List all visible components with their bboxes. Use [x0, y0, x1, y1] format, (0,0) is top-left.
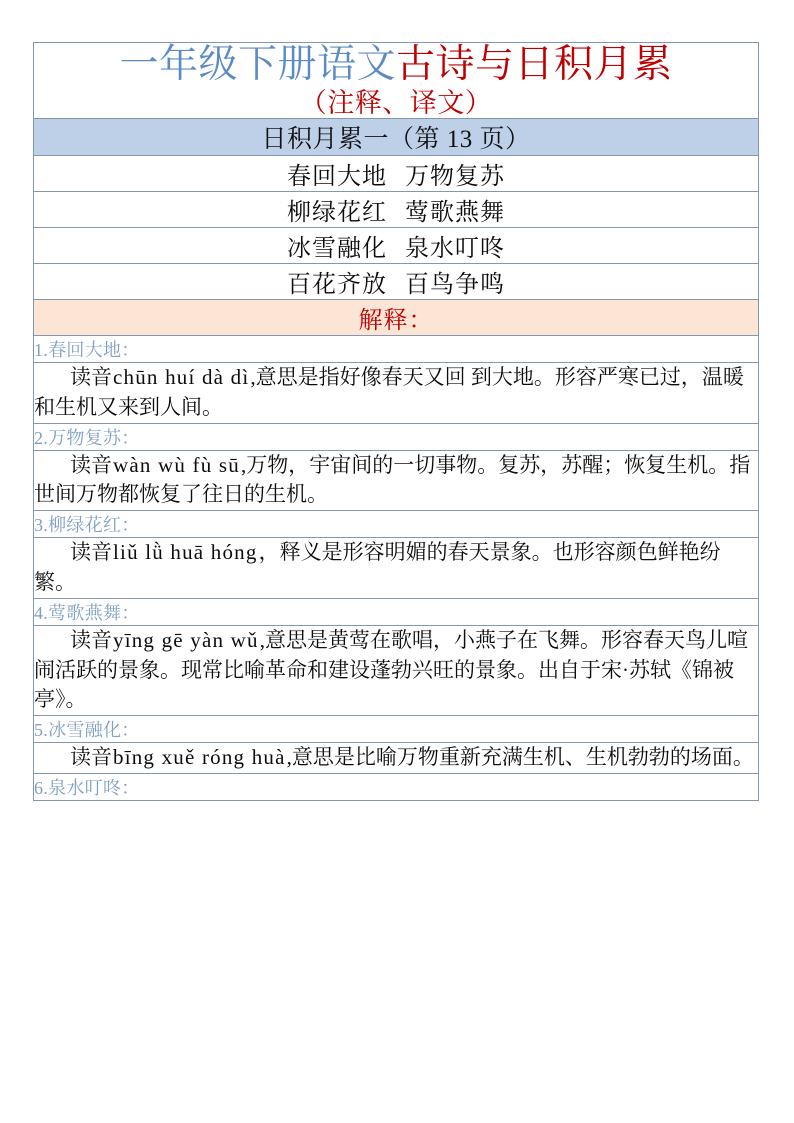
title-grade-subject: 一年级下册语文 [119, 43, 396, 86]
section-header-cell [34, 118, 759, 155]
idiom-left-1: 春回大地 [287, 163, 387, 190]
entry-text-1: ,意思是指好像春天又回 到大地。形容严寒已过，温暖和生机又来到人间。 [34, 364, 744, 419]
idiom-left-3: 冰雪融化 [287, 235, 387, 262]
entry-body-row [34, 743, 759, 774]
entry-pinyin-2: wàn wù fù sū [113, 452, 240, 477]
idiom-left-4: 百花齐放 [287, 271, 387, 298]
entry-prefix-4: 读音 [70, 627, 112, 652]
idiom-cell-1 [34, 155, 759, 191]
entry-label-row [34, 511, 759, 538]
content-table [33, 42, 759, 801]
entry-label-3: 3.柳绿花红： [34, 515, 140, 536]
entry-body-cell-4 [34, 625, 759, 715]
entry-body-cell-1 [34, 362, 759, 423]
entry-body-cell-5 [34, 743, 759, 774]
entry-prefix-1: 读音 [70, 364, 112, 389]
entry-prefix-3: 读音 [70, 540, 112, 565]
idiom-right-2: 莺歌燕舞 [405, 199, 505, 226]
entry-body-4 [34, 626, 758, 715]
entry-text-4: ,意思是黄莺在歌唱，小燕子在飞舞。形容春天鸟儿喧闹活跃的景象。现常比喻革命和建设蓬勃兴旺的景象。出自于宋·苏轼《锦被亭》。 [34, 627, 748, 712]
entry-label-cell-1 [34, 335, 759, 362]
explanation-banner-row [34, 299, 759, 335]
entry-body-cell-3 [34, 538, 759, 599]
entry-label-row [34, 335, 759, 362]
entry-pinyin-4: yīng gē yàn wǔ [113, 627, 259, 652]
idiom-right-1: 万物复苏 [405, 163, 505, 190]
section-header-label: 日积月累一（第 13 页） [261, 125, 531, 153]
entry-label-cell-2 [34, 423, 759, 450]
idiom-cell-3 [34, 227, 759, 263]
entry-pinyin-5: bīng xuě róng huà [113, 745, 286, 770]
entry-body-row [34, 450, 759, 511]
entry-label-1: 1.春回大地： [34, 339, 140, 360]
page-title [34, 43, 758, 87]
entry-label-5: 5.冰雪融化： [34, 720, 140, 741]
entry-label-row [34, 774, 759, 801]
idiom-cell-2 [34, 191, 759, 227]
entry-prefix-5: 读音 [70, 745, 112, 770]
section-header-row [34, 118, 759, 155]
entry-label-cell-3 [34, 511, 759, 538]
explanation-banner-label: 解释： [358, 307, 434, 334]
entry-label-4: 4.莺歌燕舞： [34, 602, 140, 623]
idiom-row [34, 155, 759, 191]
entry-pinyin-1: chūn huí dà dì [113, 364, 250, 389]
entry-label-row [34, 423, 759, 450]
entry-label-cell-6 [34, 774, 759, 801]
entry-body-5 [34, 743, 758, 773]
entry-label-cell-4 [34, 598, 759, 625]
entry-text-5: ,意思是比喻万物重新充满生机、生机勃勃的场面。 [286, 745, 754, 770]
idiom-cell-4 [34, 263, 759, 299]
entry-label-row [34, 716, 759, 743]
entry-body-row [34, 362, 759, 423]
idiom-left-2: 柳绿花红 [287, 199, 387, 226]
entry-prefix-2: 读音 [70, 452, 112, 477]
entry-text-3: ，释义是形容明媚的春天景象。也形容颜色鲜艳纷繁。 [34, 540, 721, 594]
entry-body-2 [34, 451, 758, 511]
page-subtitle: （注释、译文） [299, 87, 493, 118]
entry-label-cell-5 [34, 716, 759, 743]
entry-body-row [34, 538, 759, 599]
entry-body-cell-2 [34, 450, 759, 511]
idiom-row [34, 263, 759, 299]
title-topic: 古诗与日积月累 [396, 43, 673, 86]
entry-label-row [34, 598, 759, 625]
idiom-right-3: 泉水叮咚 [405, 235, 505, 262]
entry-label-2: 2.万物复苏： [34, 427, 140, 448]
entry-body-1 [34, 363, 758, 423]
entry-pinyin-3: liǔ lǜ huā hóng [113, 540, 258, 565]
idiom-right-4: 百鸟争鸣 [405, 271, 505, 298]
entry-label-6: 6.泉水叮咚： [34, 778, 140, 799]
idiom-row [34, 191, 759, 227]
entry-body-3 [34, 538, 758, 598]
explanation-banner-cell [34, 299, 759, 335]
entry-body-row [34, 625, 759, 715]
title-row [34, 43, 759, 119]
title-cell [34, 43, 759, 119]
entry-text-2: ,万物，宇宙间的一切事物。复苏，苏醒；恢复生机。指世间万物都恢复了往日的生机。 [34, 452, 751, 507]
idiom-row [34, 227, 759, 263]
